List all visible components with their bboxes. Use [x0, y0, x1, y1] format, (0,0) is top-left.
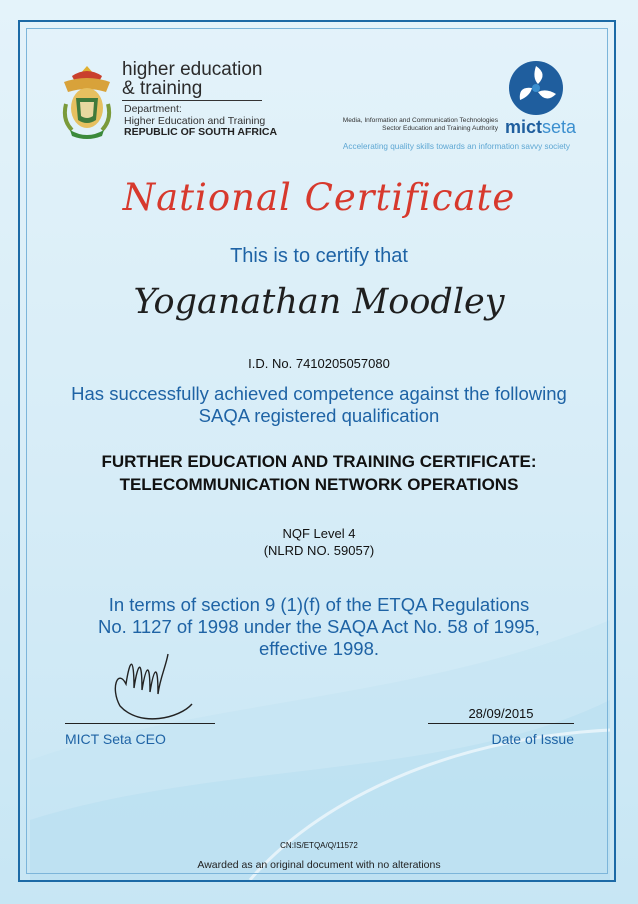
- mict-seta-swirl-icon: [508, 60, 564, 116]
- nlrd-number: (NLRD NO. 59057): [263, 543, 375, 558]
- coat-of-arms-icon: [58, 64, 116, 142]
- seta-description-line2: Sector Education and Training Authority: [382, 125, 498, 132]
- mict-seta-wordmark: [505, 117, 576, 138]
- signer-title: MICT Seta CEO: [65, 731, 166, 747]
- department-name: Higher Education and Training: [124, 115, 266, 127]
- certify-text: This is to certify that: [230, 245, 408, 267]
- department-country: REPUBLIC OF SOUTH AFRICA: [124, 126, 278, 138]
- issue-date-label: Date of Issue: [491, 731, 574, 747]
- terms-line2: No. 1127 of 1998 under the SAQA Act No. 58 of 1995,: [98, 616, 540, 637]
- recipient-name: Yoganathan Moodley: [133, 282, 505, 322]
- wordmark-part2: seta: [542, 117, 577, 137]
- signature-line-date: [428, 723, 574, 724]
- department-label: Department:: [124, 103, 182, 115]
- issue-date: 28/09/2015: [468, 706, 534, 721]
- inner-border: [26, 28, 608, 874]
- originality-note: Awarded as an original document with no alterations: [197, 859, 441, 871]
- id-number: I.D. No. 7410205057080: [248, 356, 390, 371]
- achievement-line2: SAQA registered qualification: [198, 405, 440, 426]
- achievement-line1: Has successfully achieved competence against the following: [71, 383, 567, 404]
- brand-title-line1: higher education: [122, 59, 263, 80]
- seta-description-line1: Media, Information and Communication Technologies: [342, 117, 498, 124]
- ceo-signature: [100, 648, 200, 724]
- nqf-level: NQF Level 4: [282, 526, 356, 541]
- qualification-line2: TELECOMMUNICATION NETWORK OPERATIONS: [119, 475, 519, 494]
- wordmark-part1: mict: [505, 117, 543, 137]
- certificate-title: National Certificate: [122, 176, 516, 219]
- terms-line1: In terms of section 9 (1)(f) of the ETQA Regulations: [108, 594, 530, 615]
- signature-line-ceo: [65, 723, 215, 724]
- seta-tagline: Accelerating quality skills towards an information savvy society: [342, 142, 570, 151]
- qualification-line1: FURTHER EDUCATION AND TRAINING CERTIFICATE:: [101, 452, 537, 471]
- brand-title-line2: & training: [122, 78, 203, 99]
- terms-line3: effective 1998.: [259, 638, 379, 659]
- brand-divider: [122, 100, 262, 101]
- certificate-reference: CN:IS/ETQA/Q/11572: [280, 841, 358, 850]
